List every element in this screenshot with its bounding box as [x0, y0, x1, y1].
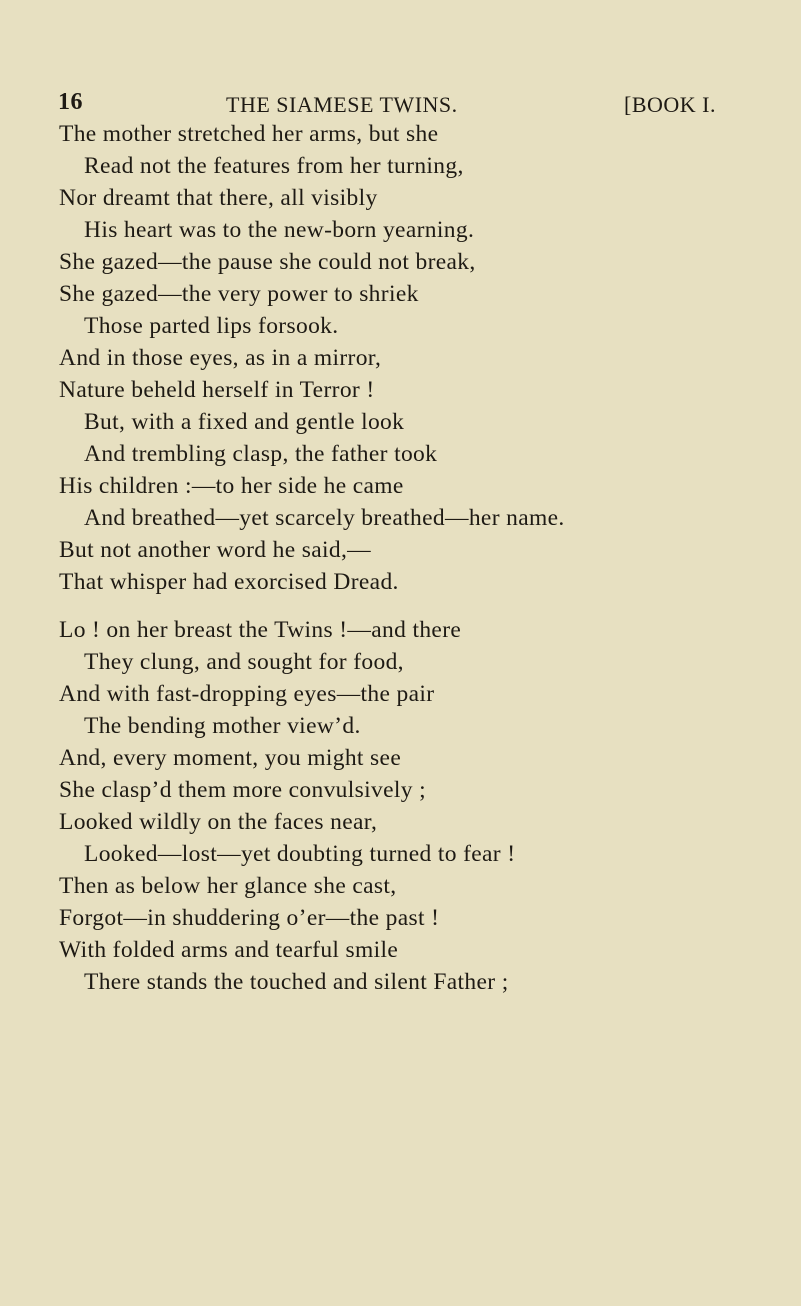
- verse-line: The mother stretched her arms, but she: [59, 121, 439, 147]
- verse-line: She clasp’d them more convulsively ;: [59, 777, 426, 803]
- verse-line: But not another word he said,—: [59, 537, 372, 563]
- verse-line: There stands the touched and silent Father ;: [84, 969, 509, 995]
- book-marker: [BOOK I.: [624, 92, 716, 117]
- running-title: THE SIAMESE TWINS.: [226, 92, 458, 117]
- verse-line: They clung, and sought for food,: [84, 649, 404, 675]
- verse-line: Read not the features from her turning,: [84, 153, 464, 179]
- verse-line: And with fast-dropping eyes—the pair: [59, 681, 435, 707]
- verse-line: Nor dreamt that there, all visibly: [59, 185, 378, 211]
- poem-body: [59, 118, 799, 998]
- verse-line: His children :—to her side he came: [59, 473, 404, 499]
- verse-line: And, every moment, you might see: [59, 745, 402, 771]
- verse-line: She gazed—the pause she could not break,: [59, 249, 476, 275]
- verse-line: That whisper had exorcised Dread.: [59, 569, 399, 595]
- verse-line: Lo ! on her breast the Twins !—and there: [59, 617, 462, 643]
- verse-line: Looked wildly on the faces near,: [59, 809, 378, 835]
- verse-line: Nature beheld herself in Terror !: [59, 377, 375, 403]
- verse-line: His heart was to the new-born yearning.: [84, 217, 475, 243]
- verse-line: And in those eyes, as in a mirror,: [59, 345, 382, 371]
- verse-line: Forgot—in shuddering o’er—the past !: [59, 905, 440, 931]
- page-number: 16: [58, 89, 83, 115]
- verse-line: The bending mother view’d.: [84, 713, 361, 739]
- verse-line: Those parted lips forsook.: [84, 313, 339, 339]
- verse-line: She gazed—the very power to shriek: [59, 281, 419, 307]
- verse-line: And trembling clasp, the father took: [84, 441, 438, 467]
- stanza: [59, 614, 799, 998]
- verse-line: With folded arms and tearful smile: [59, 937, 399, 963]
- verse-line: Then as below her glance she cast,: [59, 873, 397, 899]
- stanza: [59, 118, 799, 598]
- verse-line: Looked—lost—yet doubting turned to fear !: [84, 841, 516, 867]
- verse-line: But, with a fixed and gentle look: [84, 409, 405, 435]
- verse-line: And breathed—yet scarcely breathed—her name.: [84, 505, 565, 531]
